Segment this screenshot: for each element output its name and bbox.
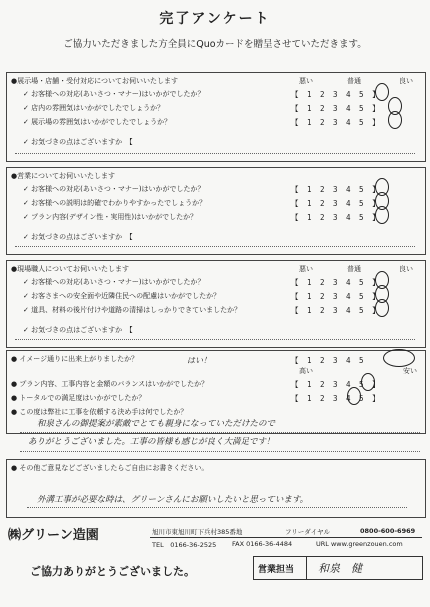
handwritten-answer: 和泉さんの御提案が素敵でとても親身になっていただけたので	[37, 419, 276, 429]
scale-bad-label: 悪い	[299, 265, 313, 273]
question-text: お客様への対応(あいさつ・マナー)はいかがでしたか？	[31, 185, 205, 193]
question-text: この度は弊社に工事を依頼する決め手は何でしたか？	[19, 408, 188, 416]
scale-normal-label: 普通	[347, 77, 361, 85]
answer-line[interactable]	[20, 432, 420, 433]
question-text: イメージ通りに出来上がりましたか？	[19, 355, 139, 363]
comment-prompt: お気づきの点はございますか 【	[31, 138, 133, 146]
section-heading: 現場職人についてお伺いいたします	[17, 265, 129, 273]
handwritten-note: はい！	[187, 356, 211, 365]
company-logo: ㈱グリーン造園	[8, 528, 99, 543]
selected-rating-circle	[375, 206, 389, 224]
bullet-icon: ●	[11, 77, 18, 85]
staff-box	[253, 556, 423, 580]
scale-normal-label: 普通	[347, 265, 361, 273]
rating-scale[interactable]: 【 1 2 3 4 5 】	[291, 278, 381, 287]
check-icon: ✓	[23, 199, 32, 207]
question-text: お客さまへの安全面や近隣住民への配慮はいかがでしたか？	[31, 292, 221, 300]
section-sales	[6, 167, 426, 255]
scale-good-label: 良い	[399, 77, 413, 85]
question-text: 店内の雰囲気はいかがでしたでしょうか？	[31, 104, 165, 112]
section-exhibition	[6, 72, 426, 162]
company-tel: TEL 0166-36-2525	[152, 541, 217, 549]
question-text: 展示場の雰囲気はいかがでしたでしょうか？	[31, 118, 172, 126]
company-url: URL www.greenzouen.com	[316, 540, 403, 548]
check-icon: ✓	[23, 138, 32, 146]
bullet-icon: ●	[11, 464, 20, 472]
selected-rating-circle	[347, 387, 361, 405]
selected-rating-circle	[375, 299, 389, 317]
comment-line[interactable]	[15, 246, 415, 247]
freedial-number: 0800-600-6969	[360, 527, 416, 535]
question-text: お客様への説明は的確でわかりやすかったでしょうか？	[31, 199, 207, 207]
check-icon: ✓	[23, 292, 32, 300]
staff-name: 和泉 健	[318, 562, 362, 575]
section-overall	[6, 350, 426, 434]
rating-scale[interactable]: 【 1 2 3 4 5	[291, 356, 365, 365]
bullet-icon: ●	[11, 380, 20, 388]
bullet-icon: ●	[11, 265, 18, 273]
selected-rating-circle	[383, 349, 415, 367]
company-fax: FAX 0166-36-4484	[232, 540, 293, 548]
rating-scale[interactable]: 【 1 2 3 4 5 】	[291, 118, 381, 127]
survey-subtitle: ご協力いただきました方全員にQuoカードを贈呈させていただきます。	[63, 39, 367, 50]
check-icon: ✓	[23, 278, 32, 286]
section-other	[6, 459, 426, 518]
section-heading: 営業についてお伺いいたします	[17, 172, 115, 180]
check-icon: ✓	[23, 233, 32, 241]
check-icon: ✓	[23, 90, 32, 98]
rating-scale[interactable]: 【 1 2 3 4 5 】	[291, 185, 381, 194]
rating-scale[interactable]: 【 1 2 3 4 5 】	[291, 292, 381, 301]
rating-scale[interactable]: 【 1 2 3 4 5 】	[291, 213, 381, 222]
answer-line[interactable]	[20, 451, 420, 452]
rating-scale[interactable]: 【 1 2 3 4 5 】	[291, 306, 381, 315]
question-text: プラン内容(デザイン性・実用性)はいかがでしたか？	[31, 213, 198, 221]
handwritten-answer: 外溝工事が必要な時は、グリーンさんにお願いしたいと思っています。	[37, 495, 309, 505]
question-text: トータルでの満足度はいかがでしたか？	[19, 394, 146, 402]
question-text: プラン内容、工事内容と金額のバランスはいかがでしたか？	[19, 380, 209, 388]
staff-label: 営業担当	[258, 565, 295, 575]
survey-title: 完了アンケート	[159, 11, 271, 27]
scale-high-label: 高い	[299, 367, 313, 375]
selected-rating-circle	[361, 373, 375, 391]
thanks-message: ご協力ありがとうございました。	[30, 565, 195, 578]
question-text: 道具、材料の後片付けや道路の清掃はしっかりできていましたか？	[31, 306, 242, 314]
rating-scale[interactable]: 【 1 2 3 4 5 】	[291, 90, 381, 99]
check-icon: ✓	[23, 213, 32, 221]
scale-cheap-label: 安い	[403, 367, 417, 375]
company-address: 旭川市東旭川町下兵村385番地	[152, 528, 243, 536]
question-text: お客様への対応(あいさつ・マナー)はいかがでしたか？	[31, 90, 205, 98]
rating-scale[interactable]: 【 1 2 3 4 5 】	[291, 380, 381, 389]
section-heading: 展示場・店舗・受付対応についてお伺いいたします	[17, 77, 178, 85]
check-icon: ✓	[23, 185, 32, 193]
selected-rating-circle	[375, 83, 389, 101]
rating-scale[interactable]: 【 1 2 3 4 5 】	[291, 104, 381, 113]
footer-divider	[150, 537, 422, 538]
check-icon: ✓	[23, 306, 32, 314]
scale-bad-label: 悪い	[299, 77, 313, 85]
comment-prompt: お気づきの点はございますか 【	[31, 233, 133, 241]
check-icon: ✓	[23, 104, 32, 112]
comment-line[interactable]	[15, 153, 415, 154]
bullet-icon: ●	[11, 355, 20, 363]
question-text: お客様への対応(あいさつ・マナー)はいかがでしたか？	[31, 278, 205, 286]
answer-line[interactable]	[27, 507, 407, 508]
comment-line[interactable]	[15, 339, 415, 340]
rating-scale[interactable]: 【 1 2 3 4 5 】	[291, 199, 381, 208]
check-icon: ✓	[23, 118, 32, 126]
check-icon: ✓	[23, 326, 32, 334]
scale-good-label: 良い	[399, 265, 413, 273]
bullet-icon: ●	[11, 394, 20, 402]
question-text: その他ご意見などございましたらご自由にお書きください。	[19, 464, 209, 472]
rating-scale[interactable]: 【 1 2 3 4 5 】	[291, 394, 381, 403]
bullet-icon: ●	[11, 408, 20, 416]
handwritten-answer: ありがとうございました。工事の皆様も感じが良く大満足です！	[28, 437, 275, 447]
staff-divider	[306, 557, 307, 579]
comment-prompt: お気づきの点はございますか 【	[31, 326, 133, 334]
section-craftsmen	[6, 260, 426, 348]
freedial-label: フリーダイヤル	[285, 528, 331, 536]
bullet-icon: ●	[11, 172, 18, 180]
selected-rating-circle	[388, 111, 402, 129]
